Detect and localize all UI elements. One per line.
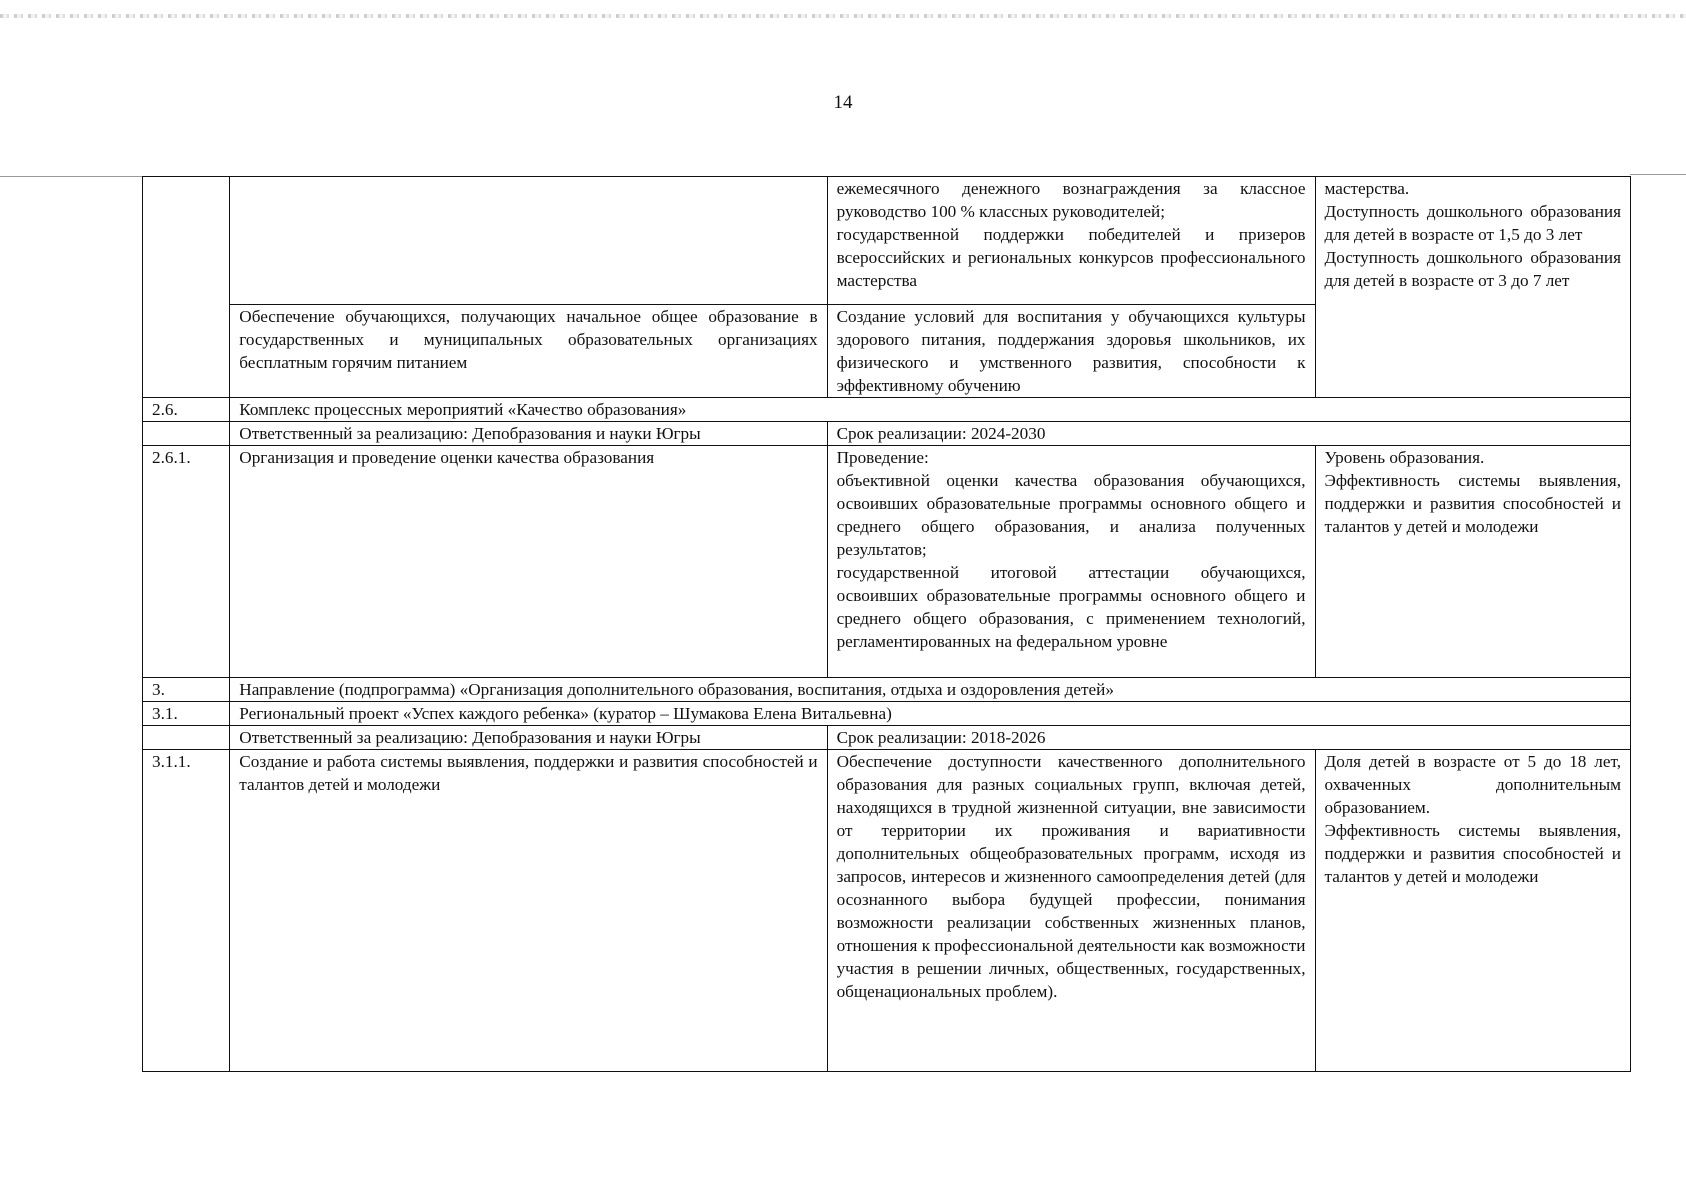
- indicator-text: Эффективность системы выявления, поддержки и развития способностей и талантов у детей и молодежи: [1324, 471, 1621, 536]
- empty-cell: [143, 726, 230, 750]
- activity-cell: Обеспечение обучающихся, получающих начальное общее образование в государственных и муниципальных образовательных организациях бесплатным горячим питанием: [230, 305, 827, 398]
- term-cell: Срок реализации: 2024-2030: [827, 422, 1630, 446]
- indicator-text: Уровень образования.: [1324, 448, 1485, 467]
- scan-rule-right: [1630, 174, 1686, 175]
- table-row-continuation: [143, 177, 1631, 305]
- row-number-cell: 3.1.: [143, 702, 230, 726]
- table-row-3-1: [143, 702, 1631, 726]
- indicator-cell: [1315, 446, 1630, 678]
- scan-edge-artifact: [0, 14, 1686, 18]
- table-row-responsible: [143, 726, 1631, 750]
- table-row-responsible: [143, 422, 1631, 446]
- scan-rule-left: [0, 176, 145, 177]
- table-row-2-6: [143, 398, 1631, 422]
- empty-cell: [143, 422, 230, 446]
- result-cell: Обеспечение доступности качественного дополнительного образования для разных социальных групп, включая детей, находящихся в трудной жизненной ситуации, вне зависимости от территории их проживания и вариативности дополнительных общеобразовательных программ, исходя из запросов, интересов и жизненного самоопределения детей (для осознанного выбора будущей профессии, понимания возможности реализации собственных жизненных планов, отношения к профессиональной деятельности как возможности участия в решении личных, общественных, государственных, общенациональных проблем).: [827, 750, 1315, 1072]
- table-row-3: [143, 678, 1631, 702]
- table-row-3-1-1: [143, 750, 1631, 1072]
- indicator-cell: [1315, 177, 1630, 398]
- indicator-cell: [1315, 750, 1630, 1072]
- result-text: Проведение:: [836, 448, 929, 467]
- row-number-cell: 3.1.1.: [143, 750, 230, 1072]
- result-cell: [827, 446, 1315, 678]
- row-number-cell: 2.6.: [143, 398, 230, 422]
- indicator-text: Доля детей в возрасте от 5 до 18 лет, охваченных дополнительным образованием.: [1324, 752, 1621, 817]
- result-cell: Создание условий для воспитания у обучающихся культуры здорового питания, поддержания здоровья школьников, их физического и умственного развития, способности к эффективному обучению: [827, 305, 1315, 398]
- section-title-cell: Комплекс процессных мероприятий «Качество образования»: [230, 398, 1631, 422]
- indicator-text: Доступность дошкольного образования для детей в возрасте от 3 до 7 лет: [1324, 248, 1621, 290]
- row-number-cell: 3.: [143, 678, 230, 702]
- result-text: государственной итоговой аттестации обучающихся, освоивших образовательные программы основного общего и среднего общего образования, с применением технологий, регламентированных на федеральном уровне: [836, 563, 1306, 651]
- result-text: государственной поддержки победителей и призеров всероссийских и региональных конкурсов профессионального мастерства: [836, 225, 1306, 290]
- page-number: 14: [833, 92, 853, 113]
- activity-cell: Организация и проведение оценки качества образования: [230, 446, 827, 678]
- responsible-cell: Ответственный за реализацию: Депобразования и науки Югры: [230, 422, 827, 446]
- term-cell: Срок реализации: 2018-2026: [827, 726, 1630, 750]
- activity-cell: [230, 177, 827, 305]
- result-text: объективной оценки качества образования обучающихся, освоивших образовательные программы основного общего и среднего общего образования, и анализа полученных результатов;: [836, 471, 1306, 559]
- table-row-2-6-1: [143, 446, 1631, 678]
- row-number-cell: 2.6.1.: [143, 446, 230, 678]
- row-number-cell: [143, 177, 230, 398]
- responsible-cell: Ответственный за реализацию: Депобразования и науки Югры: [230, 726, 827, 750]
- result-text: ежемесячного денежного вознаграждения за классное руководство 100 % классных руководителей;: [836, 179, 1306, 221]
- indicator-text: Эффективность системы выявления, поддержки и развития способностей и талантов у детей и молодежи: [1324, 821, 1621, 886]
- program-activities-table: [142, 176, 1631, 1072]
- indicator-text: мастерства.: [1324, 179, 1410, 198]
- indicator-text: Доступность дошкольного образования для детей в возрасте от 1,5 до 3 лет: [1324, 202, 1621, 244]
- section-title-cell: Региональный проект «Успех каждого ребенка» (куратор – Шумакова Елена Витальевна): [230, 702, 1631, 726]
- result-cell: [827, 177, 1315, 305]
- section-title-cell: Направление (подпрограмма) «Организация дополнительного образования, воспитания, отдыха и оздоровления детей»: [230, 678, 1631, 702]
- activity-cell: Создание и работа системы выявления, поддержки и развития способностей и талантов детей и молодежи: [230, 750, 827, 1072]
